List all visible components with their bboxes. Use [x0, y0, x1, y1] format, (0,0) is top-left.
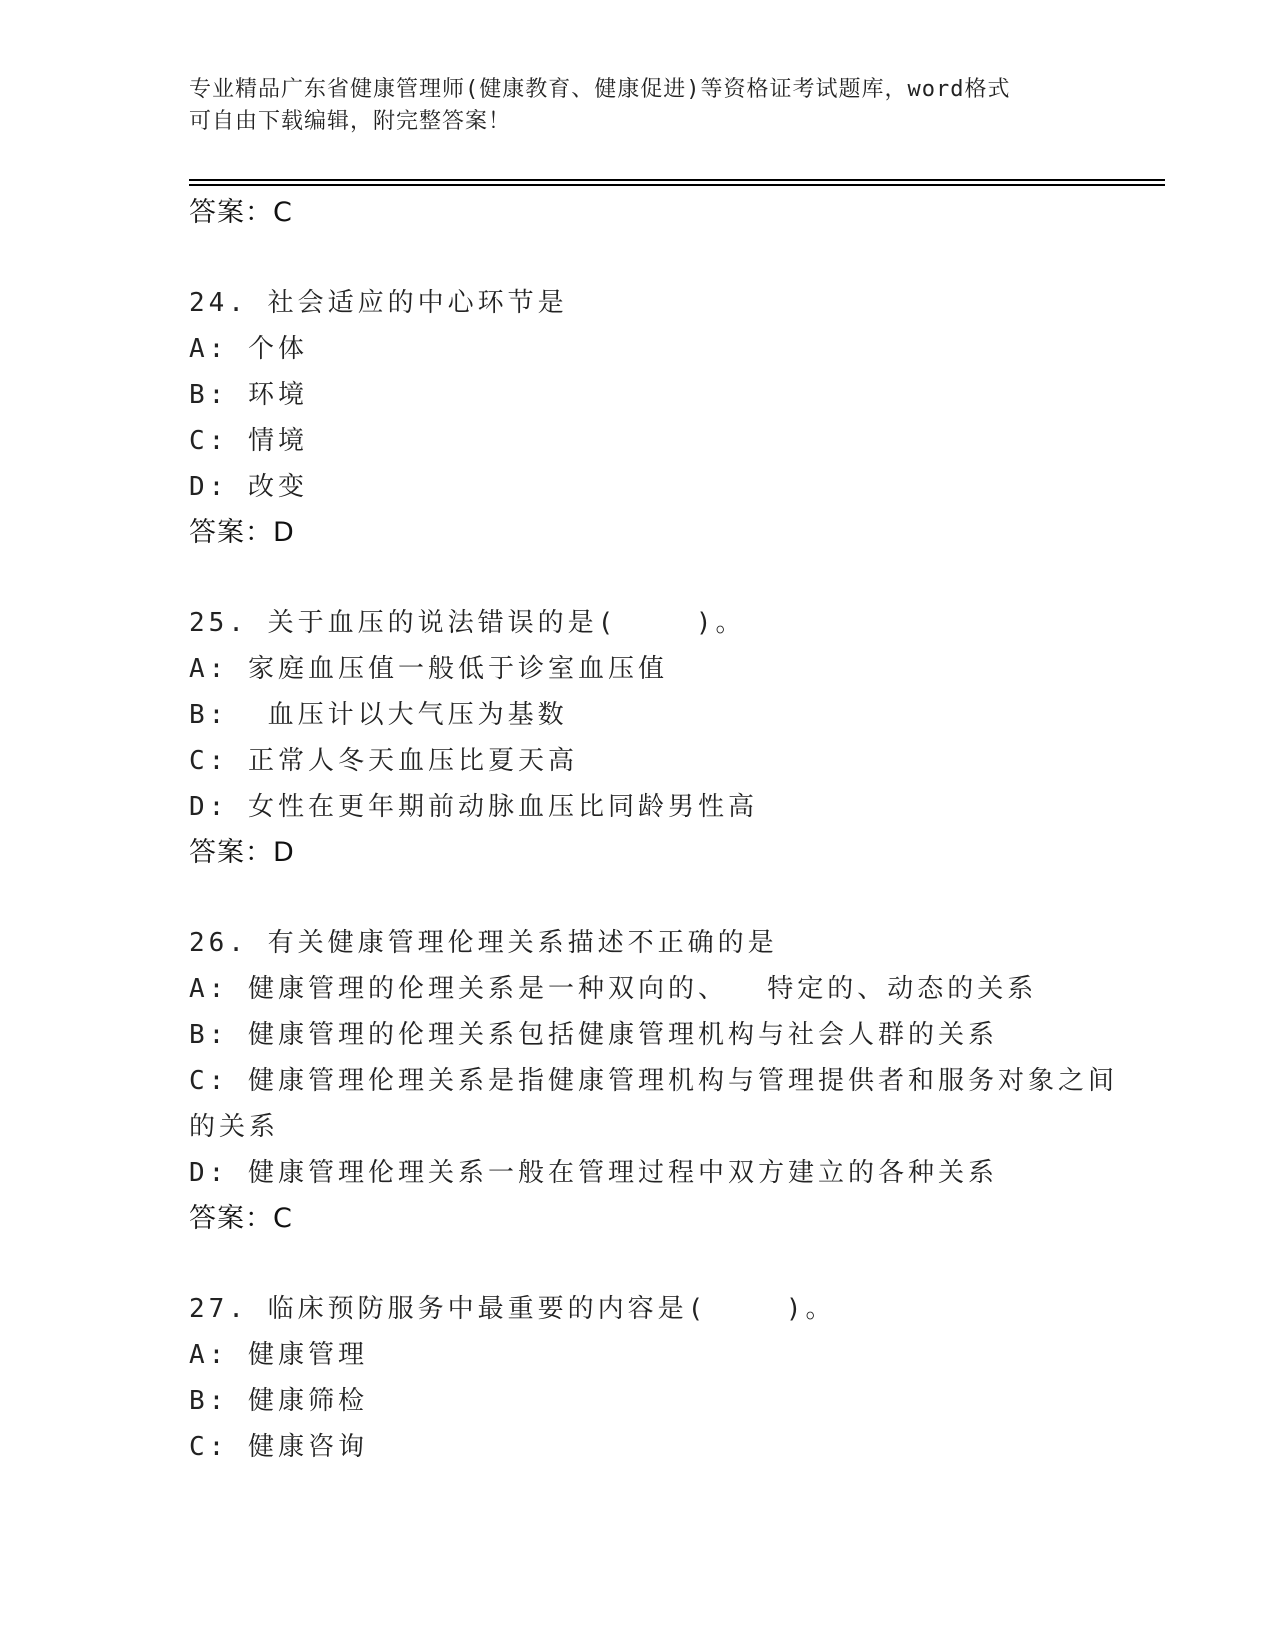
question-27	[189, 1286, 1119, 1470]
question-stem: 25. 关于血压的说法错误的是( )。	[189, 608, 746, 638]
question-24	[189, 280, 1119, 556]
header-line-2: 可自由下载编辑，附完整答案！	[189, 109, 512, 134]
option-a: A: 健康管理的伦理关系是一种双向的、 特定的、动态的关系	[189, 974, 1038, 1004]
answer-line: 答案：C	[189, 1203, 293, 1234]
question-stem: 27. 临床预防服务中最重要的内容是( )。	[189, 1294, 836, 1324]
header-rule-bottom	[189, 184, 1165, 186]
question-stem: 24. 社会适应的中心环节是	[189, 288, 568, 318]
header-rule-top	[189, 179, 1165, 181]
option-c: C: 健康咨询	[189, 1432, 368, 1462]
answer-line: 答案：D	[189, 837, 295, 868]
question-list	[189, 190, 1119, 1470]
option-a: A: 家庭血压值一般低于诊室血压值	[189, 654, 668, 684]
option-b: B: 血压计以大气压为基数	[189, 700, 568, 730]
option-a: A: 健康管理	[189, 1340, 368, 1370]
option-b: B: 环境	[189, 380, 308, 410]
option-c: C: 健康管理伦理关系是指健康管理机构与管理提供者和服务对象之间的关系	[189, 1066, 1118, 1142]
option-b: B: 健康管理的伦理关系包括健康管理机构与社会人群的关系	[189, 1020, 998, 1050]
option-c: C: 情境	[189, 426, 308, 456]
question-26	[189, 920, 1119, 1242]
option-d: D: 改变	[189, 472, 308, 502]
question-25	[189, 600, 1119, 876]
answer-line: 答案：C	[189, 197, 293, 228]
answer-line: 答案：D	[189, 517, 295, 548]
question-stem: 26. 有关健康管理伦理关系描述不正确的是	[189, 928, 778, 958]
option-c: C: 正常人冬天血压比夏天高	[189, 746, 578, 776]
document-header	[189, 74, 1089, 138]
header-line-1: 专业精品广东省健康管理师(健康教育、健康促进)等资格证考试题库，word格式	[189, 77, 1011, 102]
option-d: D: 健康管理伦理关系一般在管理过程中双方建立的各种关系	[189, 1158, 998, 1188]
option-a: A: 个体	[189, 334, 308, 364]
option-d: D: 女性在更年期前动脉血压比同龄男性高	[189, 792, 758, 822]
option-b: B: 健康筛检	[189, 1386, 368, 1416]
